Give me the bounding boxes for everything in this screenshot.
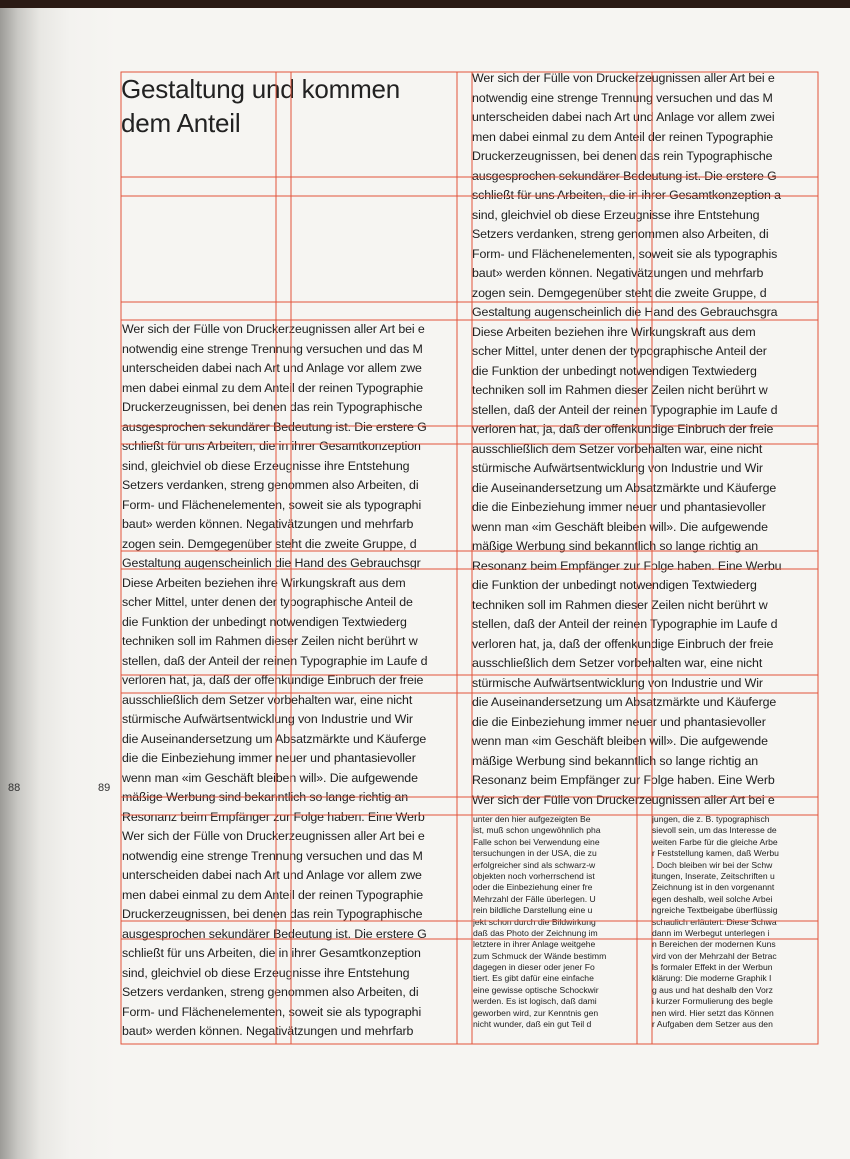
text-line: techniken soll im Rahmen dieser Zeilen nicht berührt w bbox=[472, 597, 768, 612]
text-line: vird von der Mehrzahl der Betrac bbox=[652, 950, 777, 961]
text-line: ausschließlich dem Setzer vorbehalten war, eine nicht bbox=[472, 441, 763, 456]
page-number-right: 89 bbox=[98, 782, 111, 794]
text-line: ausschließlich dem Setzer vorbehalten war, eine nicht bbox=[122, 692, 413, 707]
text-line: verloren hat, ja, daß der offenkundige Einbruch der freie bbox=[472, 636, 774, 651]
text-line: die Auseinandersetzung um Absatzmärkte und Käuferge bbox=[472, 695, 777, 709]
text-line: objekten noch vorherrschend ist bbox=[473, 870, 595, 881]
text-line: tiert. Es gibt dafür eine einfache bbox=[473, 973, 594, 984]
text-line: men dabei einmal zu dem Anteil der reinen Typographie bbox=[122, 380, 423, 395]
text-line: Form- und Flächenelementen, soweit sie als typographis bbox=[472, 246, 778, 261]
text-line: weiten Farbe für die gleiche Arbe bbox=[652, 836, 778, 847]
text-line: daß das Photo der Zeichnung im bbox=[473, 927, 598, 938]
text-line: eine gewisse optische Schockwir bbox=[473, 984, 599, 995]
text-line bbox=[122, 1042, 456, 1046]
text-line: Gestaltung augenscheinlich die Hand des Gebrauchsgr bbox=[122, 556, 421, 570]
text-line: stellen, daß der Anteil der reinen Typographie im Laufe d bbox=[472, 402, 778, 417]
left-page-margin bbox=[0, 8, 118, 1159]
text-line: techniken soll im Rahmen dieser Zeilen nicht berührt w bbox=[122, 634, 418, 648]
text-line: Wer sich der Fülle von Druckerzeugnissen aller Art bei e bbox=[472, 71, 775, 85]
text-line: schließt für uns Arbeiten, die in ihrer Gesamtkonzeption a bbox=[472, 188, 781, 202]
text-line: baut» werden können. Negativätzungen und mehrfarb bbox=[122, 517, 414, 531]
text-line: sind, gleichviel ob diese Erzeugnisse ihre Entstehung bbox=[122, 458, 410, 473]
text-line: nicht wunder, daß ein gut Teil d bbox=[473, 1019, 592, 1030]
text-line: notwendig eine strenge Trennung versuchen und das M bbox=[122, 341, 423, 356]
text-line: Wer sich der Fülle von Druckerzeugnissen aller Art bei e bbox=[122, 322, 425, 336]
text-line: verloren hat, ja, daß der offenkundige Einbruch der freie bbox=[122, 673, 424, 687]
text-line: die die Einbeziehung immer neuer und phantasievoller bbox=[472, 500, 766, 514]
text-line: Resonanz beim Empfänger zur Folge haben. Eine Werbu bbox=[472, 558, 782, 573]
text-line: werden. Es ist logisch, daß dami bbox=[473, 996, 597, 1007]
text-line: . Doch bleiben wir bei der Schw bbox=[652, 859, 773, 870]
text-column-right bbox=[472, 69, 817, 809]
text-line: techniken soll im Rahmen dieser Zeilen nicht berührt w bbox=[472, 383, 768, 397]
text-line: sind, gleichviel ob diese Erzeugnisse ihre Entstehung bbox=[472, 207, 760, 222]
text-line: Form- und Flächenelementen, soweit sie als typographi bbox=[122, 497, 422, 512]
text-line: Form- und Flächenelementen, soweit sie als typographi bbox=[122, 1004, 422, 1019]
text-line: oder die Einbeziehung einer fre bbox=[473, 882, 593, 893]
text-line: die Funktion der unbedingt notwendigen Textwiederg bbox=[472, 578, 757, 592]
text-line: stellen, daß der Anteil der reinen Typographie im Laufe d bbox=[122, 653, 428, 668]
text-column-left bbox=[122, 320, 456, 1045]
text-line: ausgesprochen sekundärer Bedeutung ist. Die erstere G bbox=[122, 926, 427, 941]
text-line: die Auseinandersetzung um Absatzmärkte und Käuferge bbox=[122, 731, 427, 746]
text-line: schaulich erläutert. Diese Schwa bbox=[652, 916, 777, 927]
text-line: stürmische Aufwärtsentwicklung von Industrie und Wir bbox=[122, 712, 413, 726]
text-line: ausgesprochen sekundärer Bedeutung ist. Die erstere G bbox=[122, 419, 427, 434]
text-line: baut» werden können. Negativätzungen und mehrfarb bbox=[122, 1024, 414, 1038]
text-line: Wer sich der Fülle von Druckerzeugnissen aller Art bei e bbox=[472, 792, 775, 807]
text-line: erfolgreicher sind als schwarz-w bbox=[473, 859, 596, 870]
text-line: wenn man «im Geschäft bleiben will». Die aufgewende bbox=[122, 770, 418, 785]
page-title: Gestaltung und kommen dem Anteil bbox=[121, 74, 401, 138]
text-line: zum Schmuck der Wände bestimm bbox=[473, 950, 607, 961]
text-line: geworben wird, zur Kenntnis gen bbox=[473, 1007, 599, 1018]
text-line: men dabei einmal zu dem Anteil der reinen Typographie bbox=[472, 129, 773, 144]
text-line: wenn man «im Geschäft bleiben will». Die aufgewende bbox=[472, 734, 768, 748]
text-line: ist, muß schon ungewöhnlich pha bbox=[473, 825, 601, 836]
text-line: zogen sein. Demgegenüber steht die zweite Gruppe, d bbox=[472, 285, 767, 300]
text-line: sind, gleichviel ob diese Erzeugnisse ihre Entstehung bbox=[122, 965, 410, 980]
text-line: men dabei einmal zu dem Anteil der reinen Typographie bbox=[122, 887, 423, 902]
text-line: egen deshalb, weil solche Arbei bbox=[652, 893, 773, 904]
text-line: Mehrzahl der Fälle überlegen. U bbox=[473, 893, 596, 904]
text-line: scher Mittel, unter denen der typographische Anteil de bbox=[122, 595, 413, 609]
text-line: jungen, die z. B. typographisch bbox=[652, 814, 770, 824]
text-line: tersuchungen in der USA, die zu bbox=[473, 848, 597, 859]
text-line: notwendig eine strenge Trennung versuchen und das M bbox=[122, 848, 423, 863]
text-line: mäßige Werbung sind bekanntlich so lange richtig an bbox=[472, 539, 759, 553]
text-line: mäßige Werbung sind bekanntlich so lange richtig an bbox=[472, 753, 759, 768]
text-line: schließt für uns Arbeiten, die in ihrer Gesamtkonzeption bbox=[122, 946, 421, 960]
text-line: Druckerzeugnissen, bei denen das rein Typographische bbox=[122, 907, 423, 921]
text-line: g aus und hat deshalb den Vorz bbox=[652, 984, 773, 995]
text-line: stürmische Aufwärtsentwicklung von Industrie und Wir bbox=[472, 461, 763, 475]
text-line: die Funktion der unbedingt notwendigen Textwiederg bbox=[472, 363, 757, 378]
text-line: letztere in ihrer Anlage weitgehe bbox=[473, 939, 596, 950]
text-line: nen wird. Hier setzt das Können bbox=[652, 1007, 774, 1018]
text-line: Druckerzeugnissen, bei denen das rein Typographische bbox=[472, 149, 773, 163]
text-line: Falle schon bei Verwendung eine bbox=[473, 836, 600, 847]
text-line: mäßige Werbung sind bekanntlich so lange richtig an bbox=[122, 790, 409, 804]
text-line: rein bildliche Darstellung eine u bbox=[473, 905, 593, 916]
text-line: n Bereichen der modernen Kuns bbox=[652, 939, 776, 950]
text-line: Resonanz beim Empfänger zur Folge haben. Eine Werb bbox=[472, 773, 775, 787]
text-line: Zeichnung ist in den vorgenannt bbox=[652, 882, 775, 893]
text-line: i kurzer Formulierung des begle bbox=[652, 996, 773, 1007]
text-line: ls formaler Effekt in der Werbun bbox=[652, 962, 773, 973]
text-line: verloren hat, ja, daß der offenkundige Einbruch der freie bbox=[472, 422, 774, 436]
text-line: ausgesprochen sekundärer Bedeutung ist. Die erstere G bbox=[472, 168, 777, 183]
text-line: Diese Arbeiten beziehen ihre Wirkungskraft aus dem bbox=[472, 324, 756, 339]
text-line: Setzers verdanken, streng genommen also Arbeiten, di bbox=[472, 227, 769, 241]
text-line: r Aufgaben dem Setzer aus den bbox=[652, 1019, 773, 1030]
text-line: sievoll sein, um das Interesse de bbox=[652, 825, 777, 836]
text-line: zogen sein. Demgegenüber steht die zweite Gruppe, d bbox=[122, 536, 417, 551]
text-line: Resonanz beim Empfänger zur Folge haben. Eine Werb bbox=[122, 809, 425, 824]
text-line: unterscheiden dabei nach Art und Anlage vor allem zwe bbox=[122, 868, 422, 882]
page-number-left: 88 bbox=[8, 782, 21, 794]
text-line: klärung: Die moderne Graphik I bbox=[652, 973, 772, 984]
text-line: die Funktion der unbedingt notwendigen Textwiederg bbox=[122, 614, 407, 629]
text-line: ausschließlich dem Setzer vorbehalten war, eine nicht bbox=[472, 656, 763, 670]
text-line: stellen, daß der Anteil der reinen Typographie im Laufe d bbox=[472, 617, 778, 631]
scan-edge bbox=[0, 0, 850, 8]
text-line: Gestaltung augenscheinlich die Hand des Gebrauchsgra bbox=[472, 305, 778, 319]
text-line: dagegen in dieser oder jener Fo bbox=[473, 962, 595, 973]
text-line: itungen, Inserate, Zeitschriften u bbox=[652, 870, 775, 881]
text-line: die Auseinandersetzung um Absatzmärkte und Käuferge bbox=[472, 480, 777, 495]
text-line: stürmische Aufwärtsentwicklung von Industrie und Wir bbox=[472, 675, 763, 690]
text-line: Druckerzeugnissen, bei denen das rein Typographische bbox=[122, 400, 423, 414]
text-line: Setzers verdanken, streng genommen also Arbeiten, di bbox=[122, 985, 419, 999]
text-line: r Feststellung kamen, daß Werbu bbox=[652, 848, 779, 859]
text-line: wenn man «im Geschäft bleiben will». Die aufgewende bbox=[472, 519, 768, 534]
text-line: unterscheiden dabei nach Art und Anlage vor allem zwei bbox=[472, 110, 775, 124]
text-line: jekt schon durch die Bildwirkung bbox=[473, 916, 596, 927]
text-line: Diese Arbeiten beziehen ihre Wirkungskraft aus dem bbox=[122, 575, 406, 590]
text-line: schließt für uns Arbeiten, die in ihrer Gesamtkonzeption bbox=[122, 439, 421, 453]
text-line: die die Einbeziehung immer neuer und phantasievoller bbox=[122, 751, 416, 765]
text-line: ngreiche Textbeigabe überflüssig bbox=[652, 905, 778, 916]
text-line: notwendig eine strenge Trennung versuchen und das M bbox=[472, 90, 773, 105]
text-line: scher Mittel, unter denen der typographische Anteil der bbox=[472, 344, 767, 358]
text-line: baut» werden können. Negativätzungen und mehrfarb bbox=[472, 266, 764, 280]
text-line: dann im Werbegut unterlegen i bbox=[652, 927, 770, 938]
text-line: Wer sich der Fülle von Druckerzeugnissen aller Art bei e bbox=[122, 829, 425, 843]
text-line: unter den hier aufgezeigten Be bbox=[473, 814, 591, 824]
small-text-column-right bbox=[652, 814, 818, 1044]
text-line: unterscheiden dabei nach Art und Anlage vor allem zwe bbox=[122, 361, 422, 375]
text-line: Setzers verdanken, streng genommen also Arbeiten, di bbox=[122, 478, 419, 492]
text-line: die die Einbeziehung immer neuer und phantasievoller bbox=[472, 714, 766, 729]
small-text-column-left bbox=[473, 814, 635, 1044]
